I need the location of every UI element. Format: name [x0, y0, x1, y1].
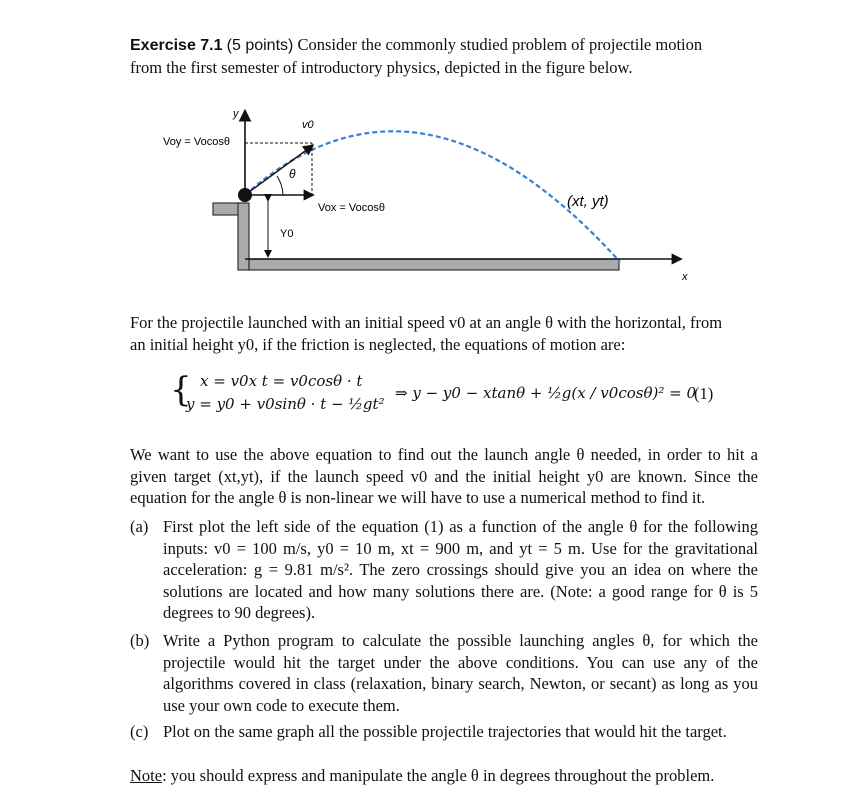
v0-label: v0 [302, 119, 314, 131]
exercise-points: (5 points) [226, 37, 294, 54]
list-item [130, 516, 758, 624]
note-label: Note [130, 766, 163, 785]
equation-brace: { [170, 370, 192, 410]
theta-arc [277, 176, 283, 195]
item-text: First plot the left side of the equation (1) as a function of the angle θ for the following inputs: v0 = 100 m/s, y0 = 10 m, xt = 900 m, and yt = 5 m. Use for the gravitational acceleration: g = 9.81 m/s². The zero crossings should give you an idea on where the solutions are located and how many solutions there are. (Note: a good range for θ is 5 degrees to 90 degrees). [163, 517, 758, 622]
equation-line2: y = y0 + v0sinθ · t − ½gt² [186, 395, 385, 413]
launch-pillar [238, 203, 249, 270]
intro-paragraph [130, 312, 758, 355]
trajectory-curve [245, 131, 620, 262]
note-line [130, 765, 758, 787]
exercise-title: Exercise 7.1 [130, 37, 223, 54]
heading-line1: Consider the commonly studied problem of projectile motion [297, 35, 703, 54]
list-item [130, 630, 758, 716]
body-paragraph: We want to use the above equation to find out the launch angle θ needed, in order to hit a given target (xt,yt), if the launch speed v0 and the initial height y0 are known. Since the equation for the angle θ is non-linear we will have to use a numerical method to find it. [130, 445, 758, 507]
target-label: (xt, yt) [567, 193, 609, 210]
vox-label: Vox = Vocosθ [318, 202, 385, 214]
note-text: : you should express and manipulate the angle θ in degrees throughout the problem. [162, 766, 715, 785]
y-axis-label: y [233, 108, 239, 120]
exercise-heading [130, 34, 758, 78]
v0-vector [245, 146, 312, 195]
theta-label: θ [289, 167, 296, 181]
item-label: (b) [130, 631, 150, 650]
intro-line2: an initial height y0, if the friction is neglected, the equations of motion are: [130, 334, 626, 354]
intro-line1: For the projectile launched with an initial speed v0 at an angle θ with the horizontal, from [130, 313, 723, 332]
list-item [130, 721, 758, 743]
equation-number: (1) [694, 384, 714, 403]
equation-line1: x = v0x t = v0cosθ · t [200, 372, 363, 390]
x-axis-label: x [682, 271, 688, 283]
y0-label: Y0 [280, 228, 294, 240]
item-label: (c) [130, 722, 149, 741]
projectile-figure [0, 95, 863, 295]
item-label: (a) [130, 517, 149, 536]
voy-label: Voy = Vocosθ [163, 136, 230, 148]
item-text: Write a Python program to calculate the possible launching angles θ, for which the projectile would hit the target under the above conditions. You can use any of the algorithms covered in class (relaxation, binary search, Newton, or secant) as long as you use your own code to execute them. [163, 631, 758, 715]
ground [249, 259, 619, 270]
projectile-ball [238, 188, 252, 202]
equation-result: ⇒ y − y0 − xtanθ + ½g(x / v0cosθ)² = 0 [395, 384, 696, 402]
heading-line2: from the first semester of introductory physics, depicted in the figure below. [130, 57, 633, 77]
item-text: Plot on the same graph all the possible projectile trajectories that would hit the target. [163, 722, 727, 741]
